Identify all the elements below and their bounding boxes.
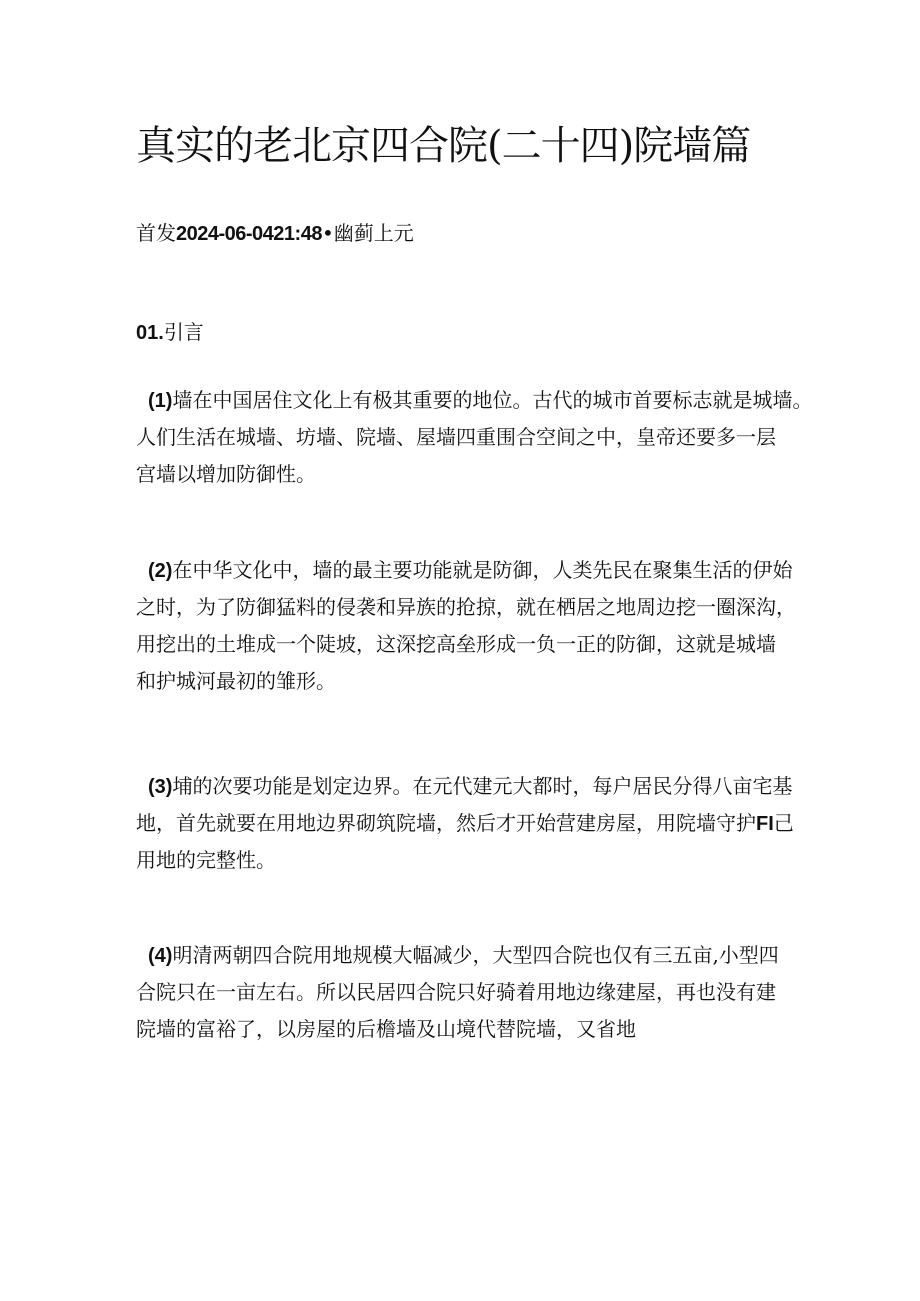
paragraph-line: 用地的完整性。 <box>136 848 276 872</box>
paragraph-4 <box>136 937 796 1048</box>
paragraph-line: (3)埔的次要功能是划定边界。在元代建元大都时，每户居民分得八亩宅基 <box>148 774 793 798</box>
paragraph-line: 用挖出的土堆成一个陡坡，这深挖高垒形成一负一正的防御，这就是城墙 <box>136 632 776 656</box>
article-title: 真实的老北京四合院(二十四)院墙篇 <box>136 123 751 169</box>
paragraph-2 <box>136 552 796 700</box>
paragraph-line: 人们生活在城墙、坊墙、院墙、屋墙四重围合空间之中，皇帝还要多一层 <box>136 425 776 449</box>
section-title: 引言 <box>163 320 204 344</box>
paragraph-3 <box>136 768 796 879</box>
section-heading <box>136 318 204 347</box>
paragraph-line: 合院只在一亩左右。所以民居四合院只好骑着用地边缘建屋，再也没有建 <box>136 980 776 1004</box>
paragraph-marker: (4) <box>148 945 173 967</box>
paragraph-line: 宫墙以增加防御性。 <box>136 462 316 486</box>
paragraph-marker: (3) <box>148 776 173 798</box>
paragraph-line: 院墙的富裕了，以房屋的后檐墙及山境代替院墙，又省地 <box>136 1017 636 1041</box>
paragraph-line: 之时，为了防御猛料的侵袭和异族的抢掠，就在栖居之地周边挖一圈深沟， <box>136 595 796 619</box>
article-meta <box>136 219 414 248</box>
meta-prefix: 首发 <box>136 221 176 245</box>
paragraph-marker: (1) <box>148 390 173 412</box>
paragraph-line: 地，首先就要在用地边界砌筑院墙，然后才开始营建房屋，用院墙守护FI己 <box>136 811 794 835</box>
meta-separator: • <box>321 221 334 245</box>
author-name: 幽蓟上元 <box>333 221 414 245</box>
paragraph-line: (4)明清两朝四合院用地规模大幅减少，大型四合院也仅有三五亩,小型四 <box>148 943 779 967</box>
inline-bold-text: FI <box>756 813 774 835</box>
paragraph-line: 和护城河最初的雏形。 <box>136 669 336 693</box>
section-number: 01. <box>136 322 164 344</box>
paragraph-line: (1)墙在中国居住文化上有极其重要的地位。古代的城市首要标志就是城墙。 <box>148 388 813 412</box>
paragraph-marker: (2) <box>148 560 173 582</box>
paragraph-1 <box>136 382 813 493</box>
paragraph-line: (2)在中华文化中，墙的最主要功能就是防御，人类先民在聚集生活的伊始 <box>148 558 793 582</box>
publish-datetime: 2024-06-0421:48 <box>176 223 322 245</box>
